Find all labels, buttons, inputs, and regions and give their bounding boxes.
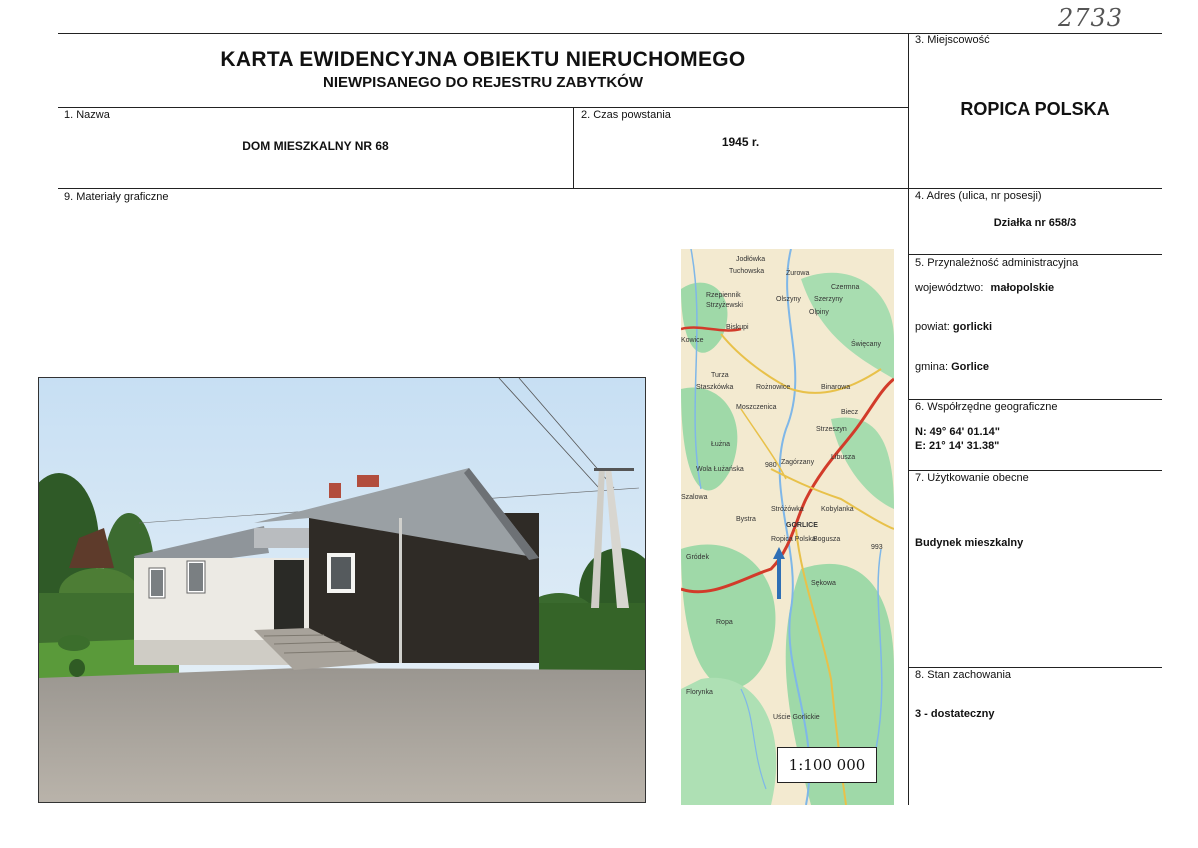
divider-usage xyxy=(908,667,1162,668)
voivodeship-row xyxy=(915,282,1054,294)
map-place: Kowice xyxy=(681,337,704,344)
map-place: GORLICE xyxy=(786,522,818,529)
locality-value: ROPICA POLSKA xyxy=(960,99,1110,119)
map-place: Szerzyny xyxy=(814,296,843,303)
map-road-number: 993 xyxy=(871,544,883,551)
county-row xyxy=(915,321,992,333)
county-label: powiat: xyxy=(915,321,950,333)
address-label: 4. Adres (ulica, nr posesji) xyxy=(915,190,1042,202)
map-place: Kobylanka xyxy=(821,506,854,513)
top-border xyxy=(58,33,1162,34)
map-place: Biskupi xyxy=(726,324,749,331)
map-place: Łużna xyxy=(711,441,731,448)
coords-north: N: 49° 64' 01.14" xyxy=(915,426,1001,438)
location-map xyxy=(681,249,894,805)
graphics-label: 9. Materiały graficzne xyxy=(64,191,169,203)
coords-east: E: 21° 14' 31.38" xyxy=(915,440,1000,452)
house-illustration xyxy=(39,378,645,802)
condition-label: 8. Stan zachowania xyxy=(915,669,1012,681)
map-place: Rożnowice xyxy=(756,384,791,391)
map-place: Święcany xyxy=(851,341,881,348)
map-place: Wola Łużańska xyxy=(696,466,744,473)
map-scale: 1:100 000 xyxy=(777,747,877,783)
map-place: Libusza xyxy=(831,454,856,461)
usage-label: 7. Użytkowanie obecne xyxy=(915,472,1029,484)
date-value: 1945 r. xyxy=(721,135,760,149)
map-place: Żurowa xyxy=(786,270,810,277)
divider-admin xyxy=(908,399,1162,400)
commune-label: gmina: xyxy=(915,361,949,373)
name-label: 1. Nazwa xyxy=(64,109,110,121)
map-place: Bogusza xyxy=(813,536,841,543)
address-value: Działka nr 658/3 xyxy=(993,217,1077,229)
map-place: Ropica Polska xyxy=(771,536,816,543)
map-place: Bystra xyxy=(736,516,756,523)
map-place: Biecz xyxy=(841,409,859,416)
divider-title xyxy=(58,107,908,108)
commune-row xyxy=(915,361,989,373)
coords-label: 6. Współrzędne geograficzne xyxy=(915,401,1058,413)
map-place: Binarowa xyxy=(821,384,851,391)
map-road-number: 980 xyxy=(765,462,777,469)
divider-vertical-right xyxy=(908,33,909,805)
map-place: Gródek xyxy=(686,554,709,561)
divider-name-row xyxy=(58,188,1162,189)
page-title: KARTA EWIDENCYJNA OBIEKTU NIERUCHOMEGO xyxy=(220,48,746,71)
map-place: Szalowa xyxy=(681,494,708,501)
date-label: 2. Czas powstania xyxy=(581,109,671,121)
usage-value: Budynek mieszkalny xyxy=(915,537,1024,549)
map-place: Uście Gorlickie xyxy=(773,714,820,721)
map-place: Zagórzany xyxy=(781,459,815,466)
divider-coords xyxy=(908,470,1162,471)
locality-label: 3. Miejscowość xyxy=(915,34,990,46)
map-place: Olszyny xyxy=(776,296,801,303)
card-number: 2733 xyxy=(1058,4,1124,32)
map-place: Stróżówka xyxy=(771,506,804,513)
map-illustration xyxy=(681,249,894,805)
county-value: gorlicki xyxy=(952,321,993,333)
map-place: Ropa xyxy=(716,619,733,626)
condition-value: 3 - dostateczny xyxy=(915,708,995,720)
map-place: Turza xyxy=(711,372,729,379)
map-place: Sękowa xyxy=(811,580,836,587)
voivodeship-value: małopolskie xyxy=(990,282,1055,294)
map-place: Strzeszyn xyxy=(816,426,847,433)
voivodeship-label: województwo: xyxy=(915,282,984,294)
map-place: Florynka xyxy=(686,689,713,696)
map-place: Olpiny xyxy=(809,309,829,316)
map-place: Staszkówka xyxy=(696,384,734,391)
name-value: DOM MIESZKALNY NR 68 xyxy=(242,139,389,153)
map-place: Rzepiennik xyxy=(706,292,741,299)
map-place: Jodłówka xyxy=(736,256,766,263)
map-place: Tuchowska xyxy=(729,268,765,275)
map-place: Czermna xyxy=(831,284,860,291)
admin-label: 5. Przynależność administracyjna xyxy=(915,257,1079,269)
page-subtitle: NIEWPISANEGO DO REJESTRU ZABYTKÓW xyxy=(322,74,644,91)
house-photo xyxy=(38,377,646,803)
commune-value: Gorlice xyxy=(951,361,989,373)
map-place: Moszczenica xyxy=(736,404,777,411)
map-place: Strzyżewski xyxy=(706,302,743,309)
divider-address xyxy=(908,254,1162,255)
